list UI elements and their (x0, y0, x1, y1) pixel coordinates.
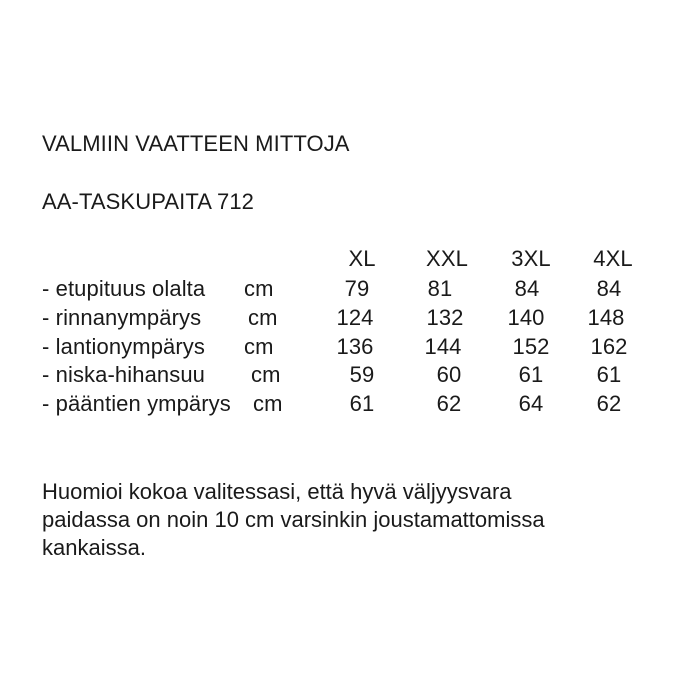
row-value-xl: 136 (336, 334, 374, 359)
row-label: - lantionympärys (42, 334, 205, 359)
size-header-xl: XL (348, 246, 376, 271)
row-unit: cm (244, 334, 274, 359)
row-value-3xl: 61 (518, 362, 544, 387)
row-unit: cm (244, 276, 274, 301)
product-name: AA-TASKUPAITA 712 (42, 189, 254, 214)
note-line: kankaissa. (42, 535, 146, 560)
size-header-3xl: 3XL (511, 246, 551, 271)
row-value-xl: 124 (336, 305, 374, 330)
row-label: - pääntien ympärys (42, 391, 231, 416)
row-value-4xl: 84 (596, 276, 622, 301)
row-value-4xl: 162 (590, 334, 628, 359)
row-value-xl: 61 (349, 391, 375, 416)
note-line: Huomioi kokoa valitessasi, että hyvä väljyysvara (42, 479, 512, 504)
row-value-3xl: 140 (507, 305, 545, 330)
row-value-4xl: 62 (596, 391, 622, 416)
row-value-xxl: 81 (427, 276, 453, 301)
row-label: - etupituus olalta (42, 276, 206, 301)
fit-note (42, 478, 545, 562)
size-header-4xl: 4XL (593, 246, 633, 271)
row-value-xxl: 60 (436, 362, 462, 387)
row-unit: cm (251, 362, 281, 387)
row-value-3xl: 152 (512, 334, 550, 359)
row-value-xxl: 144 (424, 334, 462, 359)
chart-title: VALMIIN VAATTEEN MITTOJA (42, 131, 350, 156)
row-label: - niska-hihansuu (42, 362, 206, 387)
row-value-3xl: 84 (514, 276, 540, 301)
note-line: paidassa on noin 10 cm varsinkin joustamattomissa (42, 507, 545, 532)
row-value-4xl: 148 (587, 305, 625, 330)
row-value-xxl: 132 (426, 305, 464, 330)
row-value-xl: 59 (349, 362, 375, 387)
size-header-xxl: XXL (426, 246, 468, 271)
row-unit: cm (248, 305, 278, 330)
row-label: - rinnanympärys (42, 305, 202, 330)
row-value-4xl: 61 (596, 362, 622, 387)
row-unit: cm (253, 391, 283, 416)
row-value-xxl: 62 (436, 391, 462, 416)
row-value-xl: 79 (344, 276, 370, 301)
row-value-3xl: 64 (518, 391, 544, 416)
